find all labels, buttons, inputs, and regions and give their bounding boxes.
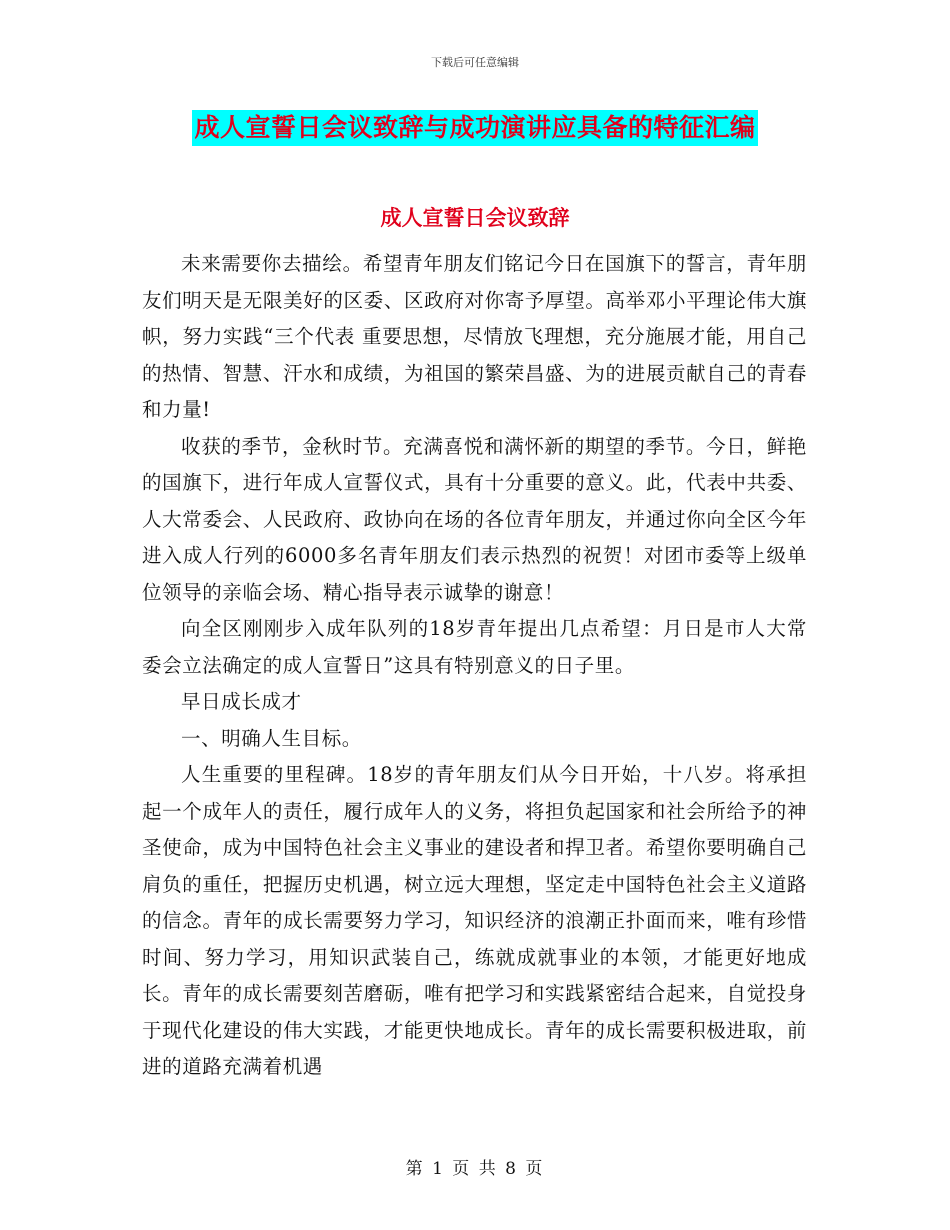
paragraph: 收获的季节，金秋时节。充满喜悦和满怀新的期望的季节。今日，鲜艳的国旗下，进行年成人宣誓仪式，具有十分重要的意义。此，代表中共委、人大常委会、人民政府、政协向在场的各位青年朋友，并通过你向全区今年进入成人行列的6000多名青年朋友们表示热烈的祝贺！对团市委等上级单位领导的亲临会场、精心指导表示诚挚的谢意！ [142,434,807,604]
main-title-container [0,110,950,146]
paragraph: 一、明确人生目标。 [181,726,362,750]
page-header-note: 下载后可任意编辑 [431,56,519,69]
section-title: 成人宣誓日会议致辞 [380,206,570,230]
document-title: 成人宣誓日会议致辞与成功演讲应具备的特征汇编 [192,110,757,146]
page-number-footer: 第 1 页 共 8 页 [405,1159,545,1179]
paragraph: 未来需要你去描绘。希望青年朋友们铭记今日在国旗下的誓言，青年朋友们明天是无限美好的区委、区政府对你寄予厚望。高举邓小平理论伟大旗帜，努力实践“三个代表 重要思想，尽情放飞理想，充分施展才能，用自己的热情、智慧、汗水和成绩，为祖国的繁荣昌盛、为的进展贡献自己的青春和力量! [142,252,807,421]
paragraph: 人生重要的里程碑。18岁的青年朋友们从今日开始，十八岁。将承担起一个成年人的责任，履行成年人的义务，将担负起国家和社会所给予的神圣使命，成为中国特色社会主义事业的建设者和捍卫者。希望你要明确自己肩负的重任，把握历史机遇，树立远大理想，坚定走中国特色社会主义道路的信念。青年的成长需要努力学习，知识经济的浪潮正扑面而来，唯有珍惜时间、努力学习，用知识武装自己，练就成就事业的本领，才能更好地成长。青年的成长需要刻苦磨砺，唯有把学习和实践紧密结合起来，自觉投身于现代化建设的伟大实践，才能更快地成长。青年的成长需要积极进取，前进的道路充满着机遇 [142,763,807,1078]
paragraph: 向全区刚刚步入成年队列的18岁青年提出几点希望：月日是市人大常委会立法确定的成人宣誓日”这具有特别意义的日子里。 [142,617,807,677]
paragraph: 早日成长成才 [181,690,302,713]
document-body [142,246,807,1086]
